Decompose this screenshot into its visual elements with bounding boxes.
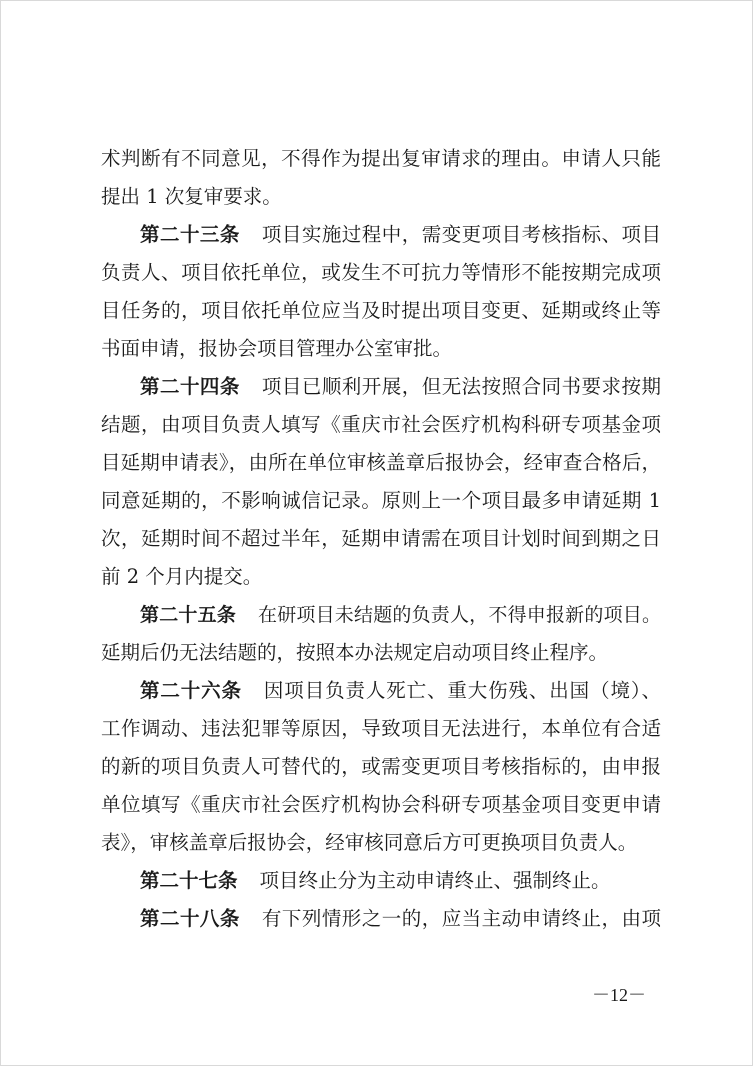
text-line: 同意延期的，不影响诚信记录。原则上一个项目最多申请延期 1: [101, 489, 661, 512]
text-line: 前 2 个月内提交。: [101, 565, 263, 588]
article-26-line: 第二十六条 因项目负责人死亡、重大伤残、出国（境）、: [140, 679, 661, 702]
article-heading: 第二十八条: [140, 907, 240, 930]
article-heading: 第二十七条: [140, 869, 238, 892]
article-23-line: 第二十三条 项目实施过程中，需变更项目考核指标、项目: [140, 223, 661, 246]
text-line: 工作调动、违法犯罪等原因，导致项目无法进行，本单位有合适: [101, 717, 661, 740]
article-heading: 第二十六条: [140, 679, 242, 702]
article-25-line: 第二十五条 在研项目未结题的负责人，不得申报新的项目。: [140, 604, 661, 626]
article-heading: 第二十三条: [140, 223, 240, 246]
text-line: 延期后仍无法结题的，按照本办法规定启动项目终止程序。: [101, 641, 609, 664]
text-line: 次，延期时间不超过半年，延期申请需在项目计划时间到期之日: [101, 527, 661, 550]
text-line: 目延期申请表》，由所在单位审核盖章后报协会，经审查合格后，: [101, 451, 661, 474]
article-24-line: 第二十四条 项目已顺利开展，但无法按照合同书要求按期: [140, 375, 661, 398]
text-line: 目任务的，项目依托单位应当及时提出项目变更、延期或终止等: [101, 299, 661, 322]
text-line: 单位填写《重庆市社会医疗机构协会科研专项基金项目变更申请: [101, 793, 661, 816]
text-line: 的新的项目负责人可替代的，或需变更项目考核指标的，由申报: [101, 755, 661, 778]
text-line: 提出 1 次复审要求。: [101, 185, 282, 208]
text-line: 负责人、项目依托单位，或发生不可抗力等情形不能按期完成项: [101, 261, 661, 284]
text-line: 结题，由项目负责人填写《重庆市社会医疗机构科研专项基金项: [101, 413, 661, 436]
article-27-line: 第二十七条 项目终止分为主动申请终止、强制终止。: [140, 869, 611, 892]
article-28-line: 第二十八条 有下列情形之一的，应当主动申请终止，由项: [140, 907, 661, 930]
article-heading: 第二十五条: [140, 604, 236, 626]
text-line: 书面申请，报协会项目管理办公室审批。: [101, 337, 453, 360]
text-line: 术判断有不同意见，不得作为提出复审请求的理由。申请人只能: [101, 147, 661, 170]
article-heading: 第二十四条: [140, 375, 240, 398]
page-number: －12－: [592, 985, 646, 1005]
text-line: 表》，审核盖章后报协会，经审核同意后方可更换项目负责人。: [101, 831, 638, 854]
